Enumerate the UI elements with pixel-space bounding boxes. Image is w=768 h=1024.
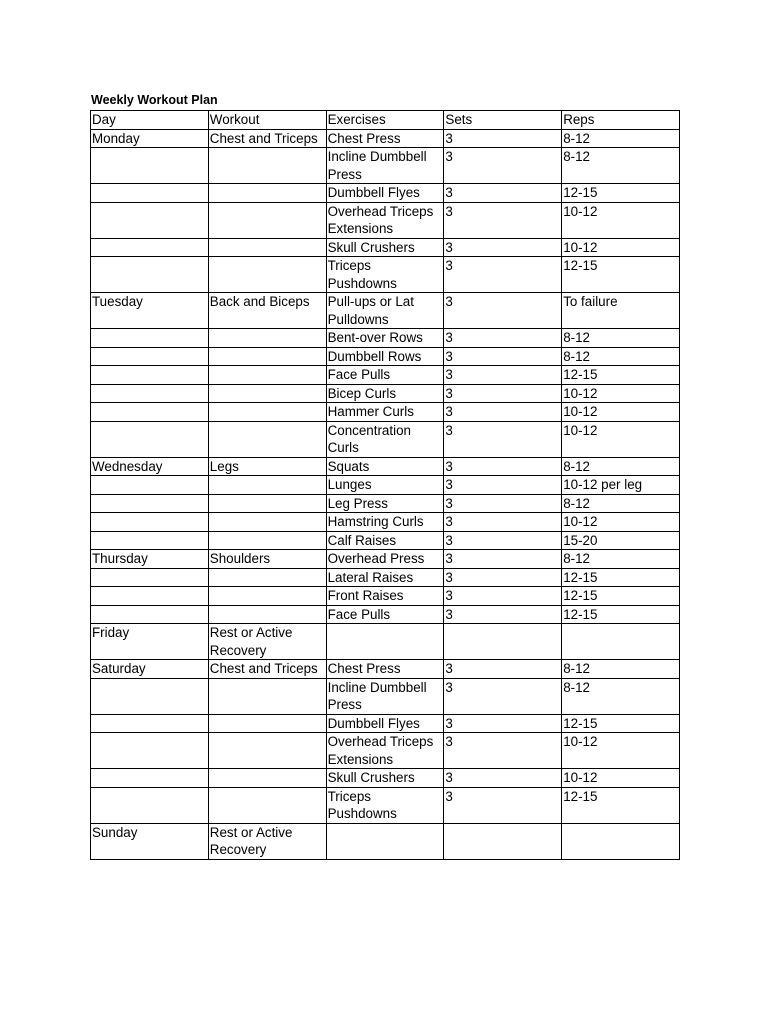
workout-cell: Chest and Triceps: [208, 129, 326, 148]
table-row: [91, 605, 680, 624]
table-row: [91, 550, 680, 569]
reps-cell: 12-15: [562, 184, 680, 203]
table-row: [91, 347, 680, 366]
day-cell: [91, 384, 209, 403]
reps-cell: 10-12: [562, 202, 680, 238]
reps-cell: 12-15: [562, 366, 680, 385]
sets-cell: 3: [444, 384, 562, 403]
exercise-cell: [326, 823, 444, 859]
workout-cell: [208, 587, 326, 606]
workout-cell: [208, 238, 326, 257]
sets-cell: 3: [444, 531, 562, 550]
exercise-cell: Chest Press: [326, 129, 444, 148]
workout-cell: Shoulders: [208, 550, 326, 569]
sets-cell: 3: [444, 457, 562, 476]
sets-cell: [444, 823, 562, 859]
day-cell: [91, 238, 209, 257]
sets-cell: 3: [444, 787, 562, 823]
workout-cell: [208, 605, 326, 624]
sets-cell: 3: [444, 184, 562, 203]
day-cell: [91, 202, 209, 238]
sets-cell: 3: [444, 550, 562, 569]
exercise-cell: Face Pulls: [326, 366, 444, 385]
day-cell: Thursday: [91, 550, 209, 569]
table-row: [91, 494, 680, 513]
exercise-cell: Dumbbell Rows: [326, 347, 444, 366]
sets-cell: 3: [444, 403, 562, 422]
reps-cell: 8-12: [562, 148, 680, 184]
sets-cell: 3: [444, 678, 562, 714]
day-cell: [91, 678, 209, 714]
day-cell: [91, 329, 209, 348]
sets-cell: [444, 624, 562, 660]
reps-cell: 12-15: [562, 714, 680, 733]
workout-cell: [208, 531, 326, 550]
reps-cell: [562, 823, 680, 859]
day-cell: [91, 787, 209, 823]
table-row: [91, 366, 680, 385]
reps-cell: 12-15: [562, 605, 680, 624]
table-row: [91, 129, 680, 148]
sets-cell: 3: [444, 366, 562, 385]
workout-cell: [208, 329, 326, 348]
exercise-cell: Skull Crushers: [326, 238, 444, 257]
header-workout: Workout: [208, 111, 326, 130]
reps-cell: To failure: [562, 293, 680, 329]
sets-cell: 3: [444, 568, 562, 587]
day-cell: [91, 714, 209, 733]
exercise-cell: Hamstring Curls: [326, 513, 444, 532]
workout-cell: [208, 787, 326, 823]
exercise-cell: Calf Raises: [326, 531, 444, 550]
workout-cell: Rest or Active Recovery: [208, 823, 326, 859]
workout-cell: [208, 148, 326, 184]
workout-cell: Legs: [208, 457, 326, 476]
table-row: [91, 202, 680, 238]
day-cell: [91, 257, 209, 293]
exercise-cell: Concentration Curls: [326, 421, 444, 457]
day-cell: Monday: [91, 129, 209, 148]
table-header-row: [91, 111, 680, 130]
sets-cell: 3: [444, 329, 562, 348]
day-cell: [91, 769, 209, 788]
exercise-cell: Overhead Triceps Extensions: [326, 202, 444, 238]
table-row: [91, 257, 680, 293]
header-exercises: Exercises: [326, 111, 444, 130]
table-row: [91, 587, 680, 606]
reps-cell: 8-12: [562, 457, 680, 476]
day-cell: [91, 531, 209, 550]
day-cell: [91, 184, 209, 203]
exercise-cell: Overhead Triceps Extensions: [326, 733, 444, 769]
table-row: [91, 531, 680, 550]
table-row: [91, 329, 680, 348]
reps-cell: 8-12: [562, 494, 680, 513]
exercise-cell: Incline Dumbbell Press: [326, 148, 444, 184]
day-cell: [91, 605, 209, 624]
document-title: Weekly Workout Plan: [91, 93, 218, 107]
reps-cell: 10-12: [562, 733, 680, 769]
day-cell: [91, 366, 209, 385]
exercise-cell: Leg Press: [326, 494, 444, 513]
sets-cell: 3: [444, 733, 562, 769]
workout-cell: [208, 733, 326, 769]
exercise-cell: Pull-ups or Lat Pulldowns: [326, 293, 444, 329]
sets-cell: 3: [444, 494, 562, 513]
reps-cell: 10-12 per leg: [562, 476, 680, 495]
exercise-cell: Incline Dumbbell Press: [326, 678, 444, 714]
day-cell: [91, 347, 209, 366]
workout-cell: [208, 476, 326, 495]
sets-cell: 3: [444, 202, 562, 238]
table-row: [91, 403, 680, 422]
table-row: [91, 769, 680, 788]
reps-cell: 8-12: [562, 550, 680, 569]
reps-cell: 10-12: [562, 403, 680, 422]
exercise-cell: Overhead Press: [326, 550, 444, 569]
header-sets: Sets: [444, 111, 562, 130]
workout-cell: [208, 184, 326, 203]
workout-cell: [208, 494, 326, 513]
reps-cell: 10-12: [562, 238, 680, 257]
reps-cell: 15-20: [562, 531, 680, 550]
day-cell: Tuesday: [91, 293, 209, 329]
workout-cell: [208, 714, 326, 733]
sets-cell: 3: [444, 714, 562, 733]
header-reps: Reps: [562, 111, 680, 130]
workout-cell: [208, 202, 326, 238]
exercise-cell: Chest Press: [326, 660, 444, 679]
day-cell: [91, 513, 209, 532]
reps-cell: 8-12: [562, 129, 680, 148]
table-row: [91, 568, 680, 587]
exercise-cell: Dumbbell Flyes: [326, 714, 444, 733]
sets-cell: 3: [444, 513, 562, 532]
reps-cell: [562, 624, 680, 660]
table-row: [91, 421, 680, 457]
workout-cell: [208, 568, 326, 587]
table-row: [91, 457, 680, 476]
workout-cell: [208, 347, 326, 366]
table-row: [91, 714, 680, 733]
table-row: [91, 823, 680, 859]
sets-cell: 3: [444, 660, 562, 679]
sets-cell: 3: [444, 257, 562, 293]
exercise-cell: Hammer Curls: [326, 403, 444, 422]
workout-cell: [208, 421, 326, 457]
reps-cell: 10-12: [562, 769, 680, 788]
sets-cell: 3: [444, 129, 562, 148]
exercise-cell: Squats: [326, 457, 444, 476]
exercise-cell: Bent-over Rows: [326, 329, 444, 348]
table-row: [91, 733, 680, 769]
table-row: [91, 184, 680, 203]
table-row: [91, 678, 680, 714]
reps-cell: 10-12: [562, 513, 680, 532]
sets-cell: 3: [444, 293, 562, 329]
table-row: [91, 624, 680, 660]
reps-cell: 8-12: [562, 347, 680, 366]
sets-cell: 3: [444, 238, 562, 257]
day-cell: [91, 587, 209, 606]
workout-cell: Rest or Active Recovery: [208, 624, 326, 660]
day-cell: [91, 148, 209, 184]
exercise-cell: Front Raises: [326, 587, 444, 606]
reps-cell: 8-12: [562, 329, 680, 348]
day-cell: Saturday: [91, 660, 209, 679]
day-cell: Wednesday: [91, 457, 209, 476]
exercise-cell: [326, 624, 444, 660]
table-row: [91, 787, 680, 823]
workout-cell: [208, 257, 326, 293]
table-row: [91, 513, 680, 532]
workout-cell: [208, 678, 326, 714]
exercise-cell: Triceps Pushdowns: [326, 257, 444, 293]
exercise-cell: Lateral Raises: [326, 568, 444, 587]
workout-cell: [208, 769, 326, 788]
workout-table-body: [91, 111, 680, 860]
table-row: [91, 384, 680, 403]
exercise-cell: Bicep Curls: [326, 384, 444, 403]
exercise-cell: Face Pulls: [326, 605, 444, 624]
workout-cell: Chest and Triceps: [208, 660, 326, 679]
exercise-cell: Triceps Pushdowns: [326, 787, 444, 823]
table-row: [91, 660, 680, 679]
table-row: [91, 148, 680, 184]
day-cell: [91, 403, 209, 422]
day-cell: Sunday: [91, 823, 209, 859]
reps-cell: 8-12: [562, 678, 680, 714]
workout-table: [90, 110, 680, 860]
workout-cell: [208, 403, 326, 422]
exercise-cell: Dumbbell Flyes: [326, 184, 444, 203]
sets-cell: 3: [444, 421, 562, 457]
workout-cell: [208, 513, 326, 532]
reps-cell: 10-12: [562, 421, 680, 457]
day-cell: [91, 421, 209, 457]
workout-cell: Back and Biceps: [208, 293, 326, 329]
header-day: Day: [91, 111, 209, 130]
sets-cell: 3: [444, 605, 562, 624]
sets-cell: 3: [444, 347, 562, 366]
workout-cell: [208, 366, 326, 385]
day-cell: [91, 476, 209, 495]
sets-cell: 3: [444, 769, 562, 788]
reps-cell: 8-12: [562, 660, 680, 679]
table-row: [91, 238, 680, 257]
sets-cell: 3: [444, 148, 562, 184]
day-cell: [91, 568, 209, 587]
exercise-cell: Lunges: [326, 476, 444, 495]
reps-cell: 12-15: [562, 587, 680, 606]
sets-cell: 3: [444, 587, 562, 606]
reps-cell: 10-12: [562, 384, 680, 403]
exercise-cell: Skull Crushers: [326, 769, 444, 788]
table-row: [91, 476, 680, 495]
reps-cell: 12-15: [562, 568, 680, 587]
day-cell: [91, 494, 209, 513]
table-row: [91, 293, 680, 329]
reps-cell: 12-15: [562, 257, 680, 293]
day-cell: Friday: [91, 624, 209, 660]
sets-cell: 3: [444, 476, 562, 495]
reps-cell: 12-15: [562, 787, 680, 823]
workout-cell: [208, 384, 326, 403]
day-cell: [91, 733, 209, 769]
